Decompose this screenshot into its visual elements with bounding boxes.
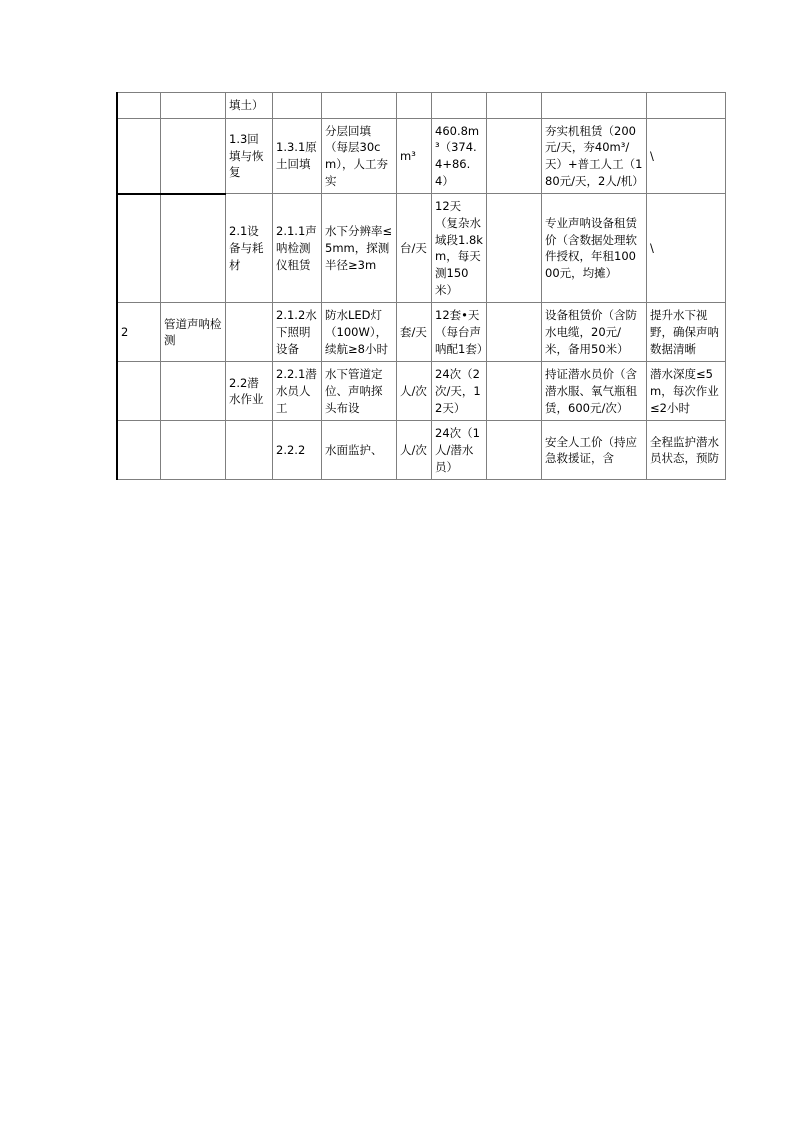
table-row	[117, 421, 726, 480]
cell-spec: 防水LED灯（100W），续航≥8小时	[322, 303, 397, 362]
cell-itemcode	[273, 93, 322, 119]
cell-category-no: 2	[117, 303, 161, 362]
cell-category-no	[117, 93, 161, 119]
cell-itemcode: 2.1.1声呐检测仪租赁	[273, 194, 322, 303]
cell-itemcode: 2.1.2水下照明设备	[273, 303, 322, 362]
cell-spec: 水下分辨率≤5mm，探测半径≥3m	[322, 194, 397, 303]
cost-breakdown-table	[116, 92, 726, 480]
cell-price	[487, 421, 542, 480]
cell-basis: 持证潜水员价（含潜水服、氧气瓶租赁，600元/次）	[542, 362, 647, 421]
cost-breakdown-table-wrapper	[116, 92, 719, 480]
cell-category-name	[161, 118, 226, 194]
cell-category-name	[161, 93, 226, 119]
cell-spec: 水面监护、	[322, 421, 397, 480]
cell-remark: 全程监护潜水员状态，预防	[647, 421, 726, 480]
cell-itemcode: 1.3.1原土回填	[273, 118, 322, 194]
table-row	[117, 362, 726, 421]
cell-quantity: 12天（复杂水域段1.8km，每天测150米）	[432, 194, 487, 303]
table-row	[117, 93, 726, 119]
cell-unit	[397, 93, 432, 119]
cell-subitem: 2.1设备与耗材	[226, 194, 273, 303]
table-row	[117, 194, 726, 303]
cell-itemcode: 2.2.1潜水员人工	[273, 362, 322, 421]
cell-quantity: 24次（1人/潜水员）	[432, 421, 487, 480]
table-row	[117, 303, 726, 362]
cell-basis: 设备租赁价（含防水电缆，20元/米，备用50米）	[542, 303, 647, 362]
cell-price	[487, 362, 542, 421]
cell-category-name	[161, 194, 226, 303]
cell-quantity: 460.8m³（374.4+86.4）	[432, 118, 487, 194]
cell-itemcode: 2.2.2	[273, 421, 322, 480]
cell-category-no	[117, 194, 161, 303]
cell-remark: \	[647, 194, 726, 303]
cell-category-name: 管道声呐检测	[161, 303, 226, 362]
cell-price	[487, 118, 542, 194]
cell-basis: 专业声呐设备租赁价（含数据处理软件授权，年租10000元，均摊）	[542, 194, 647, 303]
cell-basis: 安全人工价（持应急救援证，含	[542, 421, 647, 480]
cell-subitem	[226, 303, 273, 362]
cell-subitem: 填土）	[226, 93, 273, 119]
cell-spec	[322, 93, 397, 119]
cell-category-no	[117, 362, 161, 421]
cell-quantity: 24次（2次/天，12天）	[432, 362, 487, 421]
cell-unit: m³	[397, 118, 432, 194]
cell-price	[487, 194, 542, 303]
cell-unit: 人/次	[397, 362, 432, 421]
cell-category-name	[161, 421, 226, 480]
cell-unit: 人/次	[397, 421, 432, 480]
cell-subitem: 2.2潜水作业	[226, 362, 273, 421]
cell-basis	[542, 93, 647, 119]
cell-remark	[647, 93, 726, 119]
table-row	[117, 118, 726, 194]
cell-basis: 夯实机租赁（200元/天，夯40m³/天）+普工人工（180元/天，2人/机）	[542, 118, 647, 194]
cell-unit: 套/天	[397, 303, 432, 362]
cell-quantity: 12套•天（每台声呐配1套）	[432, 303, 487, 362]
cell-remark: 潜水深度≤5m，每次作业≤2小时	[647, 362, 726, 421]
cell-unit: 台/天	[397, 194, 432, 303]
cell-spec: 分层回填（每层30cm），人工夯实	[322, 118, 397, 194]
cell-remark: 提升水下视野，确保声呐数据清晰	[647, 303, 726, 362]
cell-subitem	[226, 421, 273, 480]
cell-subitem: 1.3回填与恢复	[226, 118, 273, 194]
cell-category-no	[117, 118, 161, 194]
cell-price	[487, 93, 542, 119]
cell-quantity	[432, 93, 487, 119]
cell-spec: 水下管道定位、声呐探头布设	[322, 362, 397, 421]
cell-remark: \	[647, 118, 726, 194]
cell-category-name	[161, 362, 226, 421]
cell-price	[487, 303, 542, 362]
cell-category-no	[117, 421, 161, 480]
